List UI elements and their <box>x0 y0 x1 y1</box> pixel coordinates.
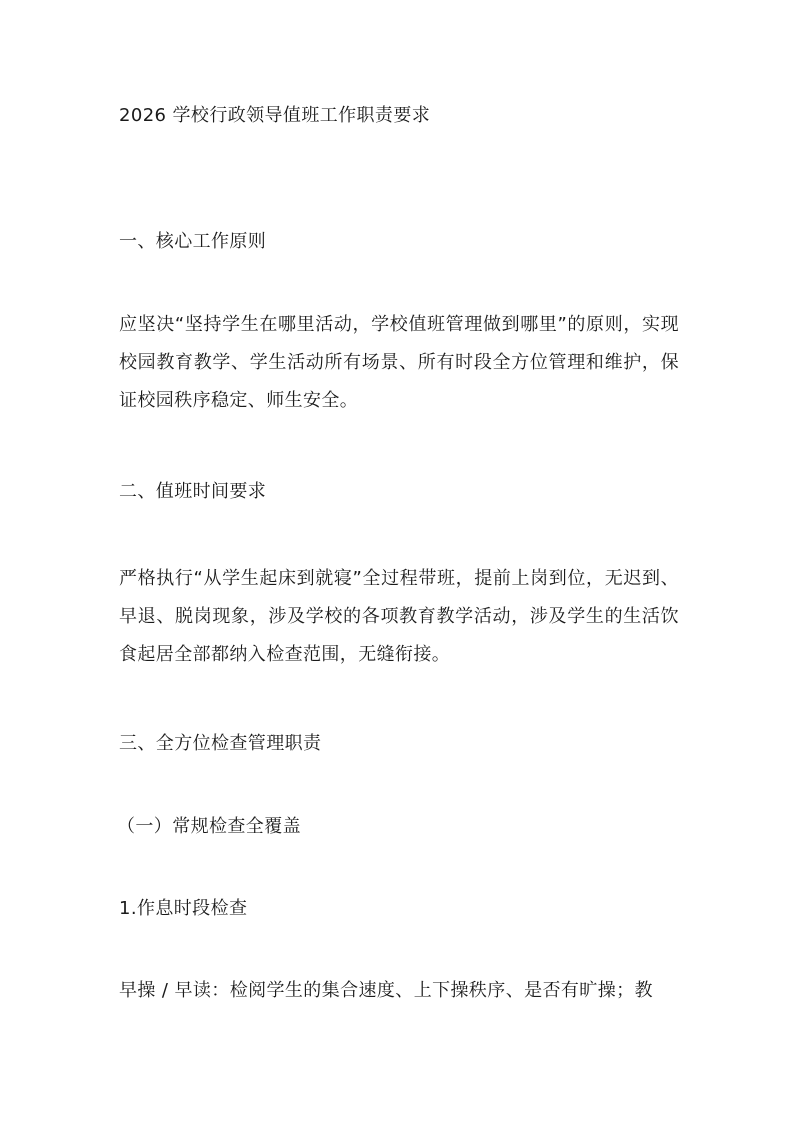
section-heading-inspection-duties: 三、全方位检查管理职责 <box>119 733 322 754</box>
subsection-heading-routine-inspection: （一）常规检查全覆盖 <box>117 816 301 837</box>
item-heading-schedule-inspection: 1.作息时段检查 <box>119 898 248 919</box>
section-body-duty-time: 严格执行“从学生起床到就寝”全过程带班，提前上岗到位，无迟到、早退、脱岗现象，涉及学校的各项教育教学活动，涉及学生的生活饮食起居全部都纳入检查范围，无缝衔接。 <box>119 568 679 665</box>
section-heading-core-principles: 一、核心工作原则 <box>119 231 267 252</box>
section-body-core-principles: 应坚决“坚持学生在哪里活动，学校值班管理做到哪里”的原则，实现校园教育教学、学生活动所有场景、所有时段全方位管理和维护，保证校园秩序稳定、师生安全。 <box>119 314 679 411</box>
item-body-schedule-inspection: 早操 / 早读：检阅学生的集合速度、上下操秩序、是否有旷操；教 <box>119 980 653 1001</box>
document-title: 2026 学校行政领导值班工作职责要求 <box>119 105 431 126</box>
section-heading-duty-time: 二、值班时间要求 <box>119 481 267 502</box>
